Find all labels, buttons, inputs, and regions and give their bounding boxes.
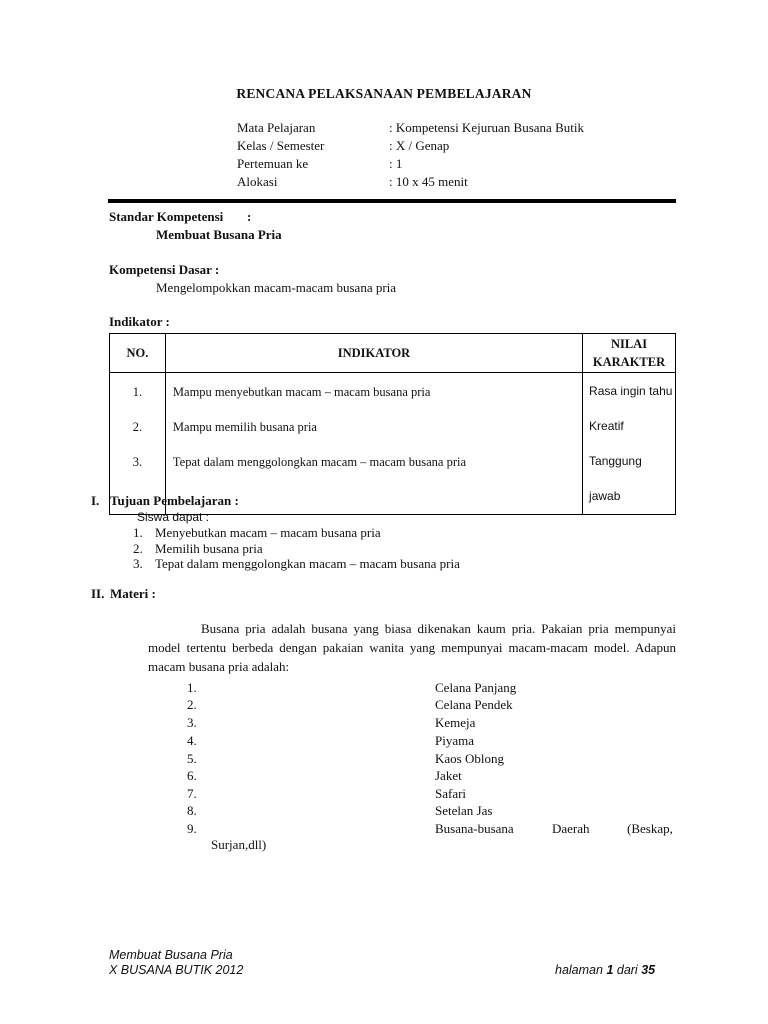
tujuan-item: Memilih busana pria [155,541,263,556]
standar-kompetensi-value: Membuat Busana Pria [156,227,282,242]
page-mid: dari [613,963,642,977]
header-divider [108,199,676,203]
table-header-row [110,334,676,373]
row-nilai: Kreatif [589,419,624,433]
materi-item: Jaket [435,768,462,783]
info-value: : 10 x 45 menit [389,174,468,189]
row-indikator: Tepat dalam menggolongkan macam – macam busana pria [172,455,467,469]
kompetensi-dasar-heading: Kompetensi Dasar : [109,262,220,277]
row-indikator: Mampu menyebutkan macam – macam busana pria [172,385,431,399]
materi-paragraph: Busana pria adalah busana yang biasa dikenakan kaum pria. Pakaian pria mempunyai model tertentu berbeda dengan pakaian wanita yang mempunyai macam-macam model. Adapun macam busana pria adalah: [148,621,676,674]
header-no: NO. [110,334,166,373]
info-value: : 1 [389,156,403,171]
page-total: 35 [641,963,656,977]
tujuan-item-no: 1. [133,525,143,540]
nilai-cell [583,373,676,515]
footer-class: X BUSANA BUTIK 2012 [109,963,244,977]
tujuan-heading: Tujuan Pembelajaran : [110,493,239,508]
document-title: RENCANA PELAKSANAAN PEMBELAJARAN [236,86,532,101]
materi-item-word: Daerah [552,821,590,836]
header-nilai-line1: NILAI [610,337,648,351]
materi-item: Safari [435,786,467,801]
row-no: 1. [132,385,143,399]
info-label: Kelas / Semester [237,138,325,153]
info-value: : Kompetensi Kejuruan Busana Butik [389,120,584,135]
indikator-heading: Indikator : [109,314,170,329]
footer-course: Membuat Busana Pria [109,948,233,962]
materi-item: Celana Pendek [435,697,513,712]
materi-item-no: 3. [187,715,197,730]
materi-item-no: 2. [187,697,197,712]
row-nilai: Rasa ingin tahu [589,384,673,398]
tujuan-number: I. [91,493,100,508]
materi-item: Kaos Oblong [435,751,504,766]
materi-item-no: 4. [187,733,197,748]
materi-item-word: Busana-busana [435,821,514,836]
row-nilai: Tanggung jawab [589,454,642,503]
row-indikator: Mampu memilih busana pria [172,420,317,434]
info-value: : X / Genap [389,138,450,153]
materi-heading: Materi : [110,586,156,601]
page-number [555,963,655,977]
materi-item-no: 5. [187,751,197,766]
materi-item: Kemeja [435,715,476,730]
materi-item-no: 7. [187,786,197,801]
standar-kompetensi-colon: : [247,209,252,224]
info-label: Pertemuan ke [237,156,309,171]
materi-item-no: 9. [187,821,197,836]
tujuan-item-no: 2. [133,541,143,556]
materi-item-no: 1. [187,680,197,695]
kompetensi-dasar-value: Mengelompokkan macam-macam busana pria [156,280,397,295]
materi-item: Setelan Jas [435,803,493,818]
info-label: Mata Pelajaran [237,120,316,135]
header-nilai-line2: KARAKTER [592,355,666,369]
indikator-table [109,333,676,515]
standar-kompetensi-heading: Standar Kompetensi [109,209,224,224]
materi-item: Piyama [435,733,474,748]
materi-item-continuation: Surjan,dll) [211,837,267,852]
materi-item-no: 8. [187,803,197,818]
tujuan-intro: Siswa dapat : [137,510,210,524]
tujuan-item: Menyebutkan macam – macam busana pria [155,525,381,540]
row-no: 2. [132,420,143,434]
tujuan-item: Tepat dalam menggolongkan macam – macam busana pria [155,556,460,571]
page-current: 1 [606,963,614,977]
materi-item: Celana Panjang [435,680,517,695]
row-no: 3. [132,455,143,469]
materi-item-word: (Beskap, [627,821,673,836]
page-prefix: halaman [555,963,607,977]
materi-number: II. [91,586,105,601]
header-indikator: INDIKATOR [165,334,582,373]
tujuan-item-no: 3. [133,556,143,571]
header-nilai-karakter [583,334,676,373]
materi-item-no: 6. [187,768,197,783]
info-label: Alokasi [237,174,278,189]
